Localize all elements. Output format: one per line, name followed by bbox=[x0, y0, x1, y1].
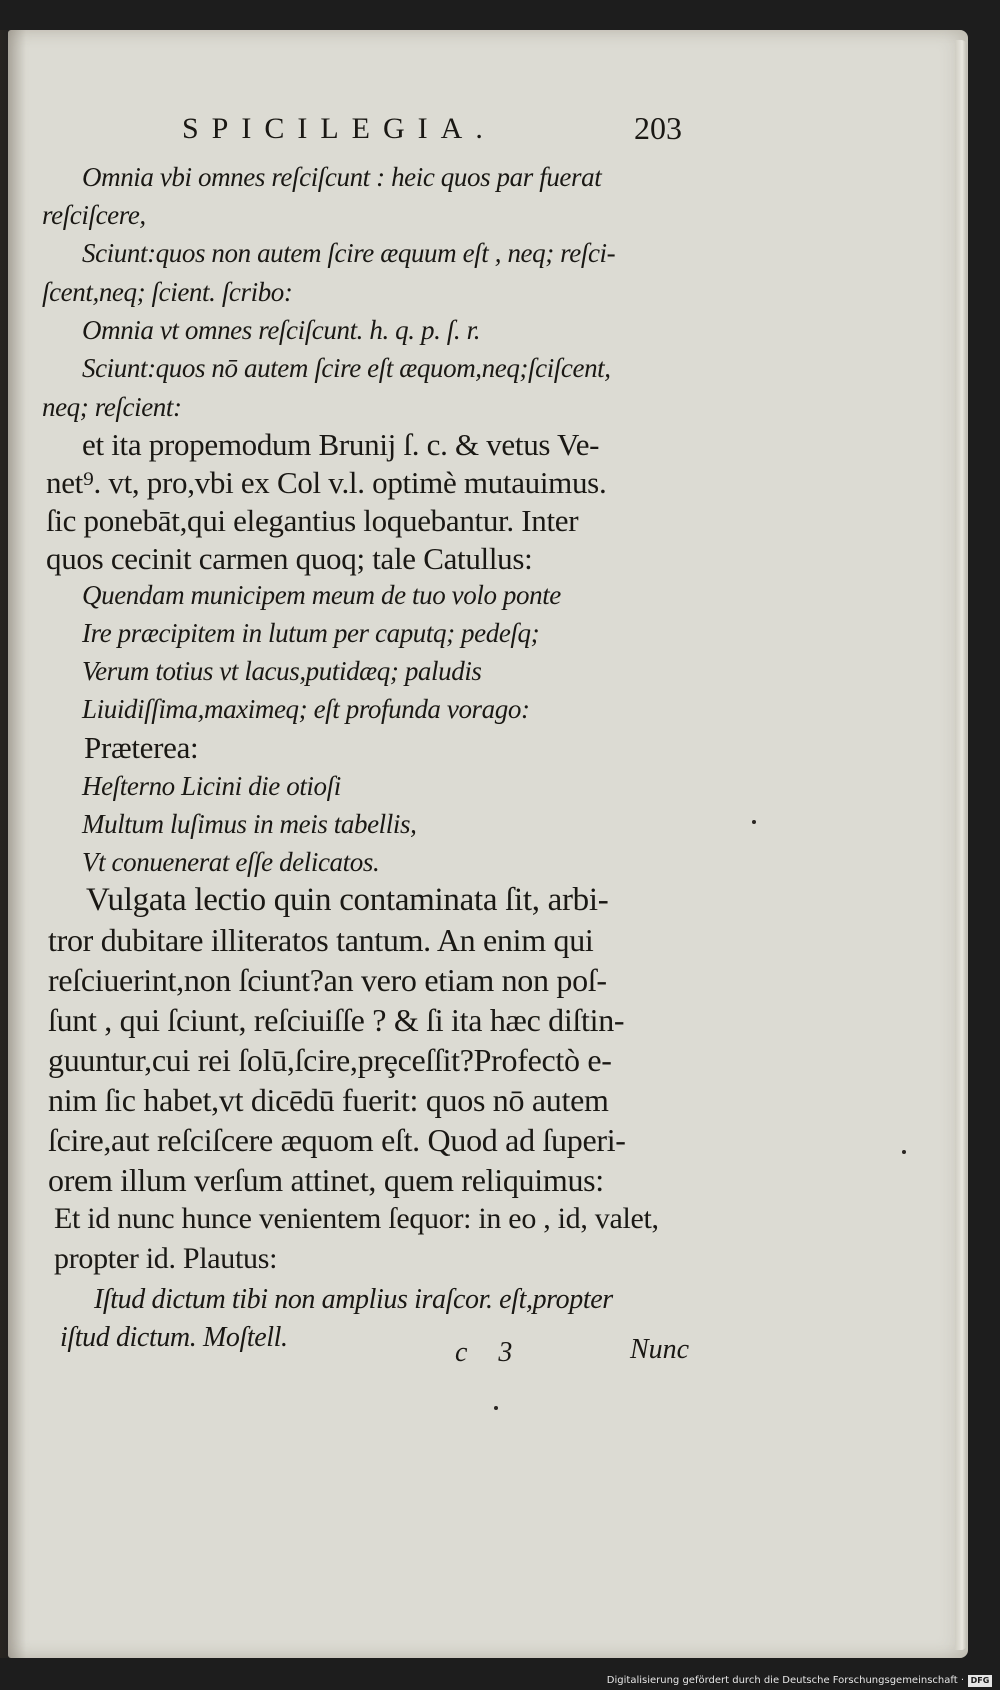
text-line: ſic ponebāt,qui elegantius loquebantur. Inter bbox=[46, 503, 579, 538]
text-line: nim ſic habet,vt dicēdū fuerit: quos nō autem bbox=[48, 1082, 609, 1118]
page-edge bbox=[955, 40, 967, 1650]
ink-speck bbox=[494, 1406, 498, 1410]
digitization-credit: Digitalisierung gefördert durch die Deutsche Forschungsgemeinschaft · bbox=[606, 1675, 964, 1686]
text-line: ſcire,aut reſciſcere æquom eſt. Quod ad ſuperi- bbox=[48, 1122, 626, 1158]
spine-shadow bbox=[0, 30, 26, 1658]
text-line: ſunt , qui ſciunt, reſciuiſſe ? & ſi ita hæc diſtin- bbox=[48, 1002, 625, 1038]
text-line: Liuidiſſima,maximeq; eſt profunda vorago: bbox=[82, 694, 530, 724]
text-line: Et id nunc hunce venientem ſequor: in eo , id, valet, bbox=[54, 1202, 659, 1235]
book-page bbox=[8, 30, 968, 1658]
text-line: neq; reſcient: bbox=[42, 392, 182, 422]
text-line: quos cecinit carmen quoq; tale Catullus: bbox=[46, 541, 533, 576]
text-line: et ita propemodum Brunij ſ. c. & vetus Ve- bbox=[82, 427, 600, 462]
text-line: Sciunt:quos nō autem ſcire eſt æquom,neq;ſciſcent, bbox=[82, 353, 611, 383]
text-line: reſciſcere, bbox=[42, 200, 146, 230]
running-title: SPICILEGIA. bbox=[182, 112, 496, 145]
text-line: Heſterno Licini die otioſi bbox=[82, 771, 341, 801]
text-line: guuntur,cui rei ſolū,ſcire,prȩceſſit?Profectò e- bbox=[48, 1042, 612, 1078]
text-line: ſcent,neq; ſcient. ſcribo: bbox=[42, 277, 293, 307]
text-line: Omnia vt omnes reſciſcunt. h. q. p. ſ. r. bbox=[82, 315, 481, 345]
text-line: Omnia vbi omnes reſciſcunt : heic quos par fuerat bbox=[82, 162, 602, 192]
text-line: Vt conuenerat eſſe delicatos. bbox=[82, 847, 380, 877]
page-number: 203 bbox=[634, 110, 682, 146]
text-line: iſtud dictum. Moſtell. bbox=[60, 1322, 288, 1353]
text-line: Vulgata lectio quin contaminata ſit, arbi- bbox=[86, 882, 609, 918]
text-line: Multum luſimus in meis tabellis, bbox=[82, 809, 417, 839]
text-line: Ire præcipitem in lutum per caputq; pedeſq; bbox=[82, 618, 540, 648]
catchword: Nunc bbox=[630, 1334, 690, 1365]
text-line: Verum totius vt lacus,putidæq; paludis bbox=[82, 656, 482, 686]
text-line: Præterea: bbox=[84, 730, 199, 765]
text-line: tror dubitare illiteratos tantum. An enim qui bbox=[48, 922, 594, 958]
text-line: Sciunt:quos non autem ſcire æquum eſt , neq; reſci- bbox=[82, 238, 616, 268]
text-line: net⁹. vt, pro,vbi ex Col v.l. optimè mutauimus. bbox=[46, 465, 607, 500]
dfg-logo: DFG bbox=[968, 1675, 992, 1687]
text-line: propter id. Plautus: bbox=[54, 1242, 278, 1275]
ink-speck bbox=[752, 820, 756, 824]
signature-mark: c 3 bbox=[455, 1337, 525, 1368]
ink-speck bbox=[902, 1150, 906, 1154]
text-line: orem illum verſum attinet, quem reliquimus: bbox=[48, 1162, 604, 1198]
text-line: Quendam municipem meum de tuo volo ponte bbox=[82, 580, 561, 610]
text-line: Iſtud dictum tibi non amplius iraſcor. eſt,propter bbox=[94, 1284, 613, 1315]
text-line: reſciuerint,non ſciunt?an vero etiam non poſ- bbox=[48, 962, 607, 998]
